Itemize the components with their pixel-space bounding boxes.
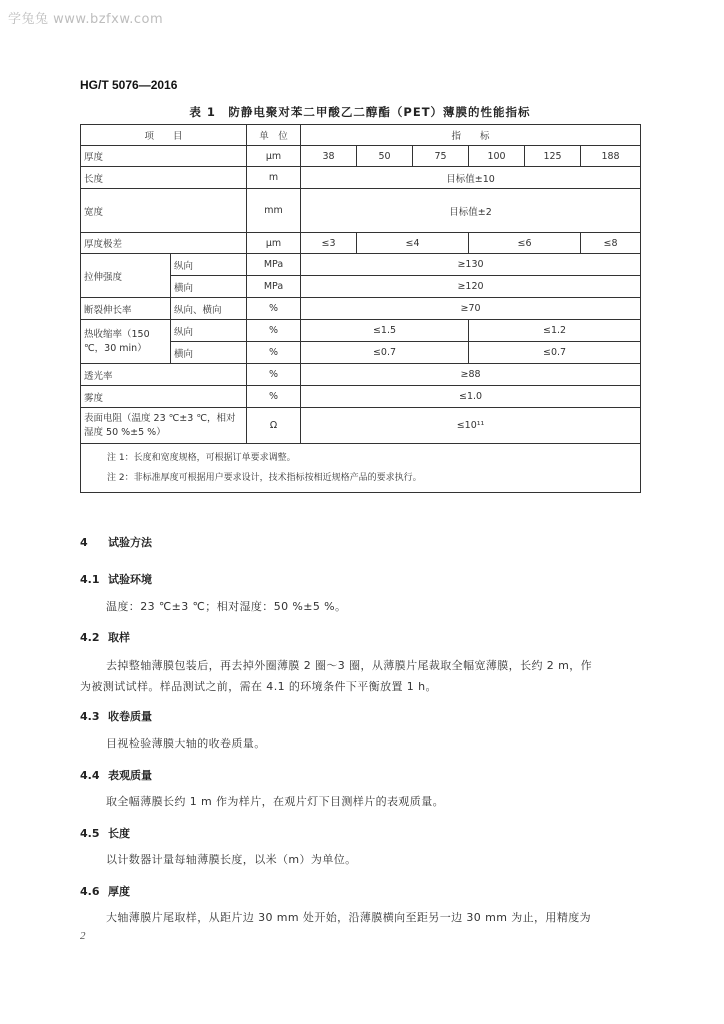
row-direction: 纵向、横向	[171, 298, 247, 320]
row-unit: MPa	[247, 276, 301, 298]
section-number: 4	[80, 536, 88, 549]
row-unit: Ω	[247, 408, 301, 444]
row-unit: %	[247, 342, 301, 364]
table-row	[81, 364, 641, 386]
paragraph-4-2-line-1: 去掉整轴薄膜包装后，再去掉外圈薄膜 2 圈～3 圈，从薄膜片尾裁取全幅宽薄膜，长约 2 m，作	[106, 659, 592, 672]
row-label: 表面电阻（温度 23 ℃±3 ℃，相对湿度 50 %±5 %）	[81, 408, 247, 444]
cell: ≤1.2	[469, 320, 641, 342]
section-number: 4.5	[80, 827, 100, 840]
header-item: 项 目	[81, 125, 247, 146]
cell: ≤0.7	[469, 342, 641, 364]
page-number: 2	[80, 930, 86, 942]
section-number: 4.1	[80, 573, 100, 586]
cell: ≤0.7	[301, 342, 469, 364]
section-heading-4-1	[80, 571, 152, 587]
table-row	[81, 189, 641, 233]
cell: ≥70	[301, 298, 641, 320]
paragraph-4-6: 大轴薄膜片尾取样，从距片边 30 mm 处开始，沿薄膜横向至距另一边 30 mm 为止，用精度为	[106, 911, 592, 924]
section-heading-4-6	[80, 883, 130, 899]
table-row	[81, 167, 641, 189]
section-number: 4.2	[80, 631, 100, 644]
section-number: 4.3	[80, 710, 100, 723]
table-caption: 表 1 防静电聚对苯二甲酸乙二醇酯（PET）薄膜的性能指标	[189, 105, 531, 119]
cell: ≤1.0	[301, 386, 641, 408]
cell: 75	[413, 146, 469, 167]
section-title: 表观质量	[108, 769, 152, 782]
row-label: 厚度极差	[81, 233, 247, 254]
table-notes	[81, 444, 641, 493]
section-heading-4	[80, 534, 152, 550]
cell: 目标值±2	[301, 189, 641, 233]
cell: ≤8	[581, 233, 641, 254]
row-direction: 横向	[171, 342, 247, 364]
spec-table	[80, 124, 641, 493]
note-1: 注 1：长度和宽度规格，可根据订单要求调整。	[107, 453, 296, 463]
note-2: 注 2：非标准厚度可根据用户要求设计，技术指标按相近规格产品的要求执行。	[107, 473, 422, 483]
row-label: 热收缩率（150 ℃，30 min）	[81, 320, 171, 364]
cell: ≤1.5	[301, 320, 469, 342]
cell: 125	[525, 146, 581, 167]
table-row	[81, 254, 641, 276]
section-heading-4-5	[80, 825, 130, 841]
row-unit: μm	[247, 146, 301, 167]
cell: 50	[357, 146, 413, 167]
row-direction: 纵向	[171, 254, 247, 276]
cell: ≤3	[301, 233, 357, 254]
row-direction: 横向	[171, 276, 247, 298]
row-unit: μm	[247, 233, 301, 254]
section-title: 取样	[108, 631, 130, 644]
cell: 目标值±10	[301, 167, 641, 189]
row-label: 雾度	[81, 386, 247, 408]
section-title: 收卷质量	[108, 710, 152, 723]
paragraph-4-2-line-2: 为被测试试样。样品测试之前，需在 4.1 的环境条件下平衡放置 1 h。	[80, 680, 437, 693]
paragraph-4-1: 温度：23 ℃±3 ℃；相对湿度：50 %±5 %。	[106, 600, 347, 613]
row-label: 透光率	[81, 364, 247, 386]
header-unit: 单 位	[247, 125, 301, 146]
table-row	[81, 233, 641, 254]
paragraph-4-4: 取全幅薄膜长约 1 m 作为样片，在观片灯下目测样片的表观质量。	[106, 795, 445, 808]
cell: ≤4	[357, 233, 469, 254]
row-unit: %	[247, 364, 301, 386]
cell: ≤6	[469, 233, 581, 254]
table-row	[81, 320, 641, 342]
paragraph-4-5: 以计数器计量每轴薄膜长度，以米（m）为单位。	[106, 853, 357, 866]
section-title: 长度	[108, 827, 130, 840]
row-label: 厚度	[81, 146, 247, 167]
row-unit: %	[247, 386, 301, 408]
row-unit: %	[247, 298, 301, 320]
section-heading-4-2	[80, 629, 130, 645]
section-number: 4.6	[80, 885, 100, 898]
table-row	[81, 146, 641, 167]
cell: 38	[301, 146, 357, 167]
row-unit: m	[247, 167, 301, 189]
paragraph-4-3: 目视检验薄膜大轴的收卷质量。	[106, 737, 266, 750]
row-direction: 纵向	[171, 320, 247, 342]
table-row	[81, 408, 641, 444]
section-heading-4-4	[80, 767, 152, 783]
watermark: 学兔兔 www.bzfxw.com	[8, 12, 164, 27]
table-row	[81, 386, 641, 408]
table-header-row	[81, 125, 641, 146]
cell: 100	[469, 146, 525, 167]
table-notes-row	[81, 444, 641, 493]
section-title: 厚度	[108, 885, 130, 898]
cell: 188	[581, 146, 641, 167]
row-label: 宽度	[81, 189, 247, 233]
section-heading-4-3	[80, 708, 152, 724]
section-number: 4.4	[80, 769, 100, 782]
section-title: 试验环境	[108, 573, 152, 586]
cell: ≤10¹¹	[301, 408, 641, 444]
row-unit: %	[247, 320, 301, 342]
row-label: 长度	[81, 167, 247, 189]
row-unit: mm	[247, 189, 301, 233]
row-label: 拉伸强度	[81, 254, 171, 298]
section-title: 试验方法	[108, 536, 152, 549]
header-index: 指 标	[301, 125, 641, 146]
cell: ≥88	[301, 364, 641, 386]
standard-number: HG/T 5076—2016	[80, 78, 178, 92]
row-unit: MPa	[247, 254, 301, 276]
cell: ≥120	[301, 276, 641, 298]
table-row	[81, 298, 641, 320]
row-label: 断裂伸长率	[81, 298, 171, 320]
cell: ≥130	[301, 254, 641, 276]
